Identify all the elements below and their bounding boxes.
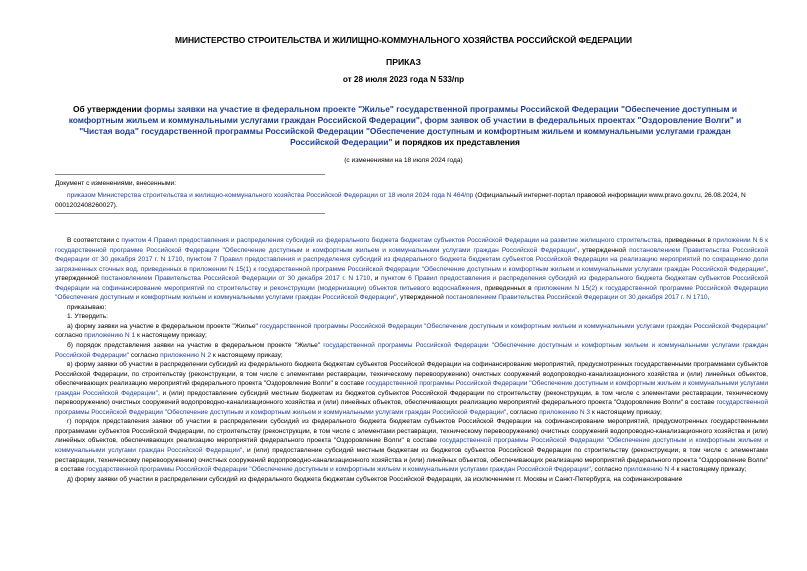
appendix-15-2-link[interactable]: приложении N 15(2) к государственной программе Российской Федерации "Обеспечение доступным и комфортным жильем и коммунальными услугами граждан Российской Федерации" bbox=[55, 284, 768, 302]
text: согласно bbox=[129, 351, 161, 359]
resolution-1710-link[interactable]: постановлением Правительства Российской Федерации от 30 декабря 2017 г. N 1710 bbox=[445, 294, 708, 302]
item-g bbox=[55, 417, 768, 474]
changes-label: Документ с изменениями, внесенными: bbox=[55, 180, 177, 187]
document-body bbox=[55, 236, 768, 484]
text: , согласно bbox=[506, 408, 540, 416]
text: , приведенных в bbox=[660, 237, 714, 244]
appendix-1-link[interactable]: приложению N 1 bbox=[84, 332, 136, 340]
title-part-3: и порядков их представления bbox=[392, 137, 520, 147]
text: , утвержденной bbox=[396, 294, 446, 302]
text: б) порядок представления заявки на участие в федеральном проекте "Жилье" bbox=[67, 342, 324, 350]
title-part-1: Об утверждении bbox=[73, 104, 145, 114]
text: к настоящему приказу; bbox=[674, 466, 747, 474]
preamble-paragraph bbox=[55, 236, 768, 303]
resolution-1710-link[interactable]: постановлением Правительства Российской Федерации от 30 декабря 2017 г. N 1710 bbox=[101, 275, 371, 283]
rules-item-6-link[interactable]: пунктом 6 Правил предоставления и распределения субсидий из федерального бюджета бюджетам субъектов Российской Федерации на софинансирование мероприятий по строительству и реконструкции (модернизации) объектов питьевого водоснабжения bbox=[55, 275, 768, 292]
document-date-number: от 28 июля 2023 года N 533/пр bbox=[342, 75, 465, 84]
text: , и (или) предоставление субсидий местным бюджетам из бюджетов субъектов Российской Федерации по строительству (реконструкции, в том числе с элементами реставрации, техническому перевооружению) очистных сооружений водопроводно-канализационного хозяйства и (или) линейных объектов, обеспечивающих реализацию мероприятий федерального проекта "Оздоровление Волги" в составе bbox=[55, 389, 769, 407]
changes-note: (с изменениями на 18 июля 2024 года) bbox=[344, 157, 463, 164]
divider-top bbox=[55, 174, 325, 175]
appendix-4-link[interactable]: приложению N 4 bbox=[623, 466, 675, 474]
text: к настоящему приказу; bbox=[135, 332, 207, 340]
text: , утвержденной bbox=[577, 246, 630, 254]
text: , приведенных в bbox=[480, 284, 535, 292]
document-type: ПРИКАЗ bbox=[386, 57, 421, 67]
text: , bbox=[707, 294, 710, 302]
appendix-3-link[interactable]: приложению N 3 bbox=[539, 408, 591, 416]
text: г) порядок представления заявки об участии в распределении субсидий из федерального бюджета бюджетам субъектов Российской Федерации на софинансирование мероприятий, предусмотренных государственными программами субъектов Российской Федерации, по строительству (реконструкции, в том числе с элементами реставрации, техническому перевооружению) очистных сооружений водопроводно-канализационного хозяйства и (или) линейных объектов, обеспечивающих реализацию мероприятий федерального проекта "Оздоровление Волги" в составе bbox=[55, 418, 768, 445]
prikazyvayu-line: приказываю: bbox=[67, 303, 107, 311]
text: , согласно bbox=[590, 466, 624, 474]
text: согласно bbox=[55, 332, 85, 340]
state-program-link[interactable]: государственной программы Российской Федерации "Обеспечение доступным и комфортным жильем и коммунальными услугами граждан Российской Федерации" bbox=[55, 342, 768, 359]
text: , и bbox=[370, 275, 381, 283]
text: , утвержденной bbox=[55, 265, 768, 283]
document-title bbox=[60, 104, 750, 148]
text: а) форму заявки на участие в федеральном проекте "Жилье" bbox=[67, 322, 260, 330]
item-1-heading: 1. Утвердить: bbox=[67, 313, 108, 321]
rules-item-4-link[interactable]: пунктом 4 Правил предоставления и распределения субсидий из федерального бюджета бюджетам субъектов Российской Федерации на развитие жилищного строительства bbox=[121, 237, 661, 244]
resolution-1710-link[interactable]: постановлением Правительства Российской Федерации от 30 декабря 2017 г. N 1710 bbox=[55, 246, 769, 264]
amending-order-publication: (Официальный интернет-портал правовой информации www.pravo.gov.ru, 26.08.2024, N 0001202408260027). bbox=[55, 192, 746, 209]
state-program-link[interactable]: государственной программы Российской Федерации "Обеспечение доступным и комфортным жильем и коммунальными услугами граждан Российской Федерации" bbox=[55, 380, 768, 397]
text: , bbox=[182, 256, 187, 264]
state-program-link[interactable]: государственной программы Российской Федерации "Обеспечение доступным и комфортным жильем и коммунальными услугами граждан Российской Федерации" bbox=[55, 437, 769, 455]
text: д) форму заявки об участии в распределении субсидий из федерального бюджета бюджетам субъектов Российской Федерации, за исключением гг. Москвы и Санкт-Петербурга, на софинансирование bbox=[67, 475, 683, 483]
divider-bottom bbox=[55, 213, 325, 214]
item-a bbox=[55, 322, 768, 341]
changes-reference bbox=[55, 191, 770, 210]
text: В соответствии с bbox=[67, 237, 122, 244]
ministry-name: МИНИСТЕРСТВО СТРОИТЕЛЬСТВА И ЖИЛИЩНО-КОММУНАЛЬНОГО ХОЗЯЙСТВА РОССИЙСКОЙ ФЕДЕРАЦИИ bbox=[175, 35, 632, 45]
text: в) форму заявки об участии в распределении субсидий из федерального бюджета бюджетам субъектов Российской Федерации на софинансирование мероприятий, предусмотренных государственными программами субъектов Российской Федерации, по строительству (реконструкции, в том числе с элементами реставрации, техническому перевооружению) очистных сооружений водопроводно-канализационного хозяйства и (или) линейных объектов, обеспечивающих реализацию мероприятий федерального проекта "Оздоровление Волги" в составе bbox=[55, 361, 768, 388]
state-program-link[interactable]: государственной программы Российской Федерации "Обеспечение доступным и комфортным жильем и коммунальными услугами граждан Российской Федерации" bbox=[55, 399, 768, 416]
text: , и (или) предоставление субсидий местным бюджетам из бюджетов субъектов Российской Федерации по строительству (реконструкции, в том числе с элементами реставрации, техническому перевооружению) очистных сооружений водопроводно-канализационного хозяйства и (или) линейных объектов, обеспечивающих реализацию мероприятий федерального проекта "Оздоровление Волги" в составе bbox=[55, 447, 768, 474]
rules-item-7-link[interactable]: пунктом 7 Правил предоставления и распределения субсидий из федерального бюджета бюджетам субъектов Российской Федерации на реализацию мероприятий по сокращению доли загрязненных сточных вод, приведенных в приложении N 15(1) к государственной программе Российской Федерации "Обеспечение доступным и комфортным жильем и коммунальными услугами граждан Российской Федерации" bbox=[55, 256, 768, 273]
text: к настоящему приказу; bbox=[211, 351, 283, 359]
amending-order-link[interactable]: приказом Министерства строительства и жилищно-коммунального хозяйства Российской Федерации от 18 июля 2024 года N 464/пр bbox=[67, 192, 474, 199]
item-v bbox=[55, 360, 768, 417]
item-d bbox=[55, 475, 768, 485]
title-forms-link[interactable]: формы заявки на участие в федеральном проекте "Жилье" государственной программы Российской Федерации "Обеспечение доступным и комфортным жильем и коммунальными услугами граждан Российской Федерации", форм заявок об участии в федеральных проектах "Оздоровление Волги" и "Чистая вода" государственной программы Российской Федерации "Обеспечение доступным и комфортным жильем и коммунальными услугами граждан Российской Федерации" bbox=[68, 104, 742, 147]
text: к настоящему приказу; bbox=[590, 408, 662, 416]
state-program-link[interactable]: государственной программы Российской Федерации "Обеспечение доступным и комфортным жильем и коммунальными услугами граждан Российской Федерации" bbox=[259, 322, 768, 330]
appendix-2-link[interactable]: приложению N 2 bbox=[160, 351, 212, 359]
appendix-6-link[interactable]: приложении N 6 к государственной программе Российской Федерации "Обеспечение доступным и комфортным жильем и коммунальными услугами граждан Российской Федерации" bbox=[55, 237, 768, 254]
item-b bbox=[55, 341, 768, 360]
state-program-link[interactable]: государственной программы Российской Федерации "Обеспечение доступным и комфортным жильем и коммунальными услугами граждан Российской Федерации" bbox=[86, 466, 591, 474]
